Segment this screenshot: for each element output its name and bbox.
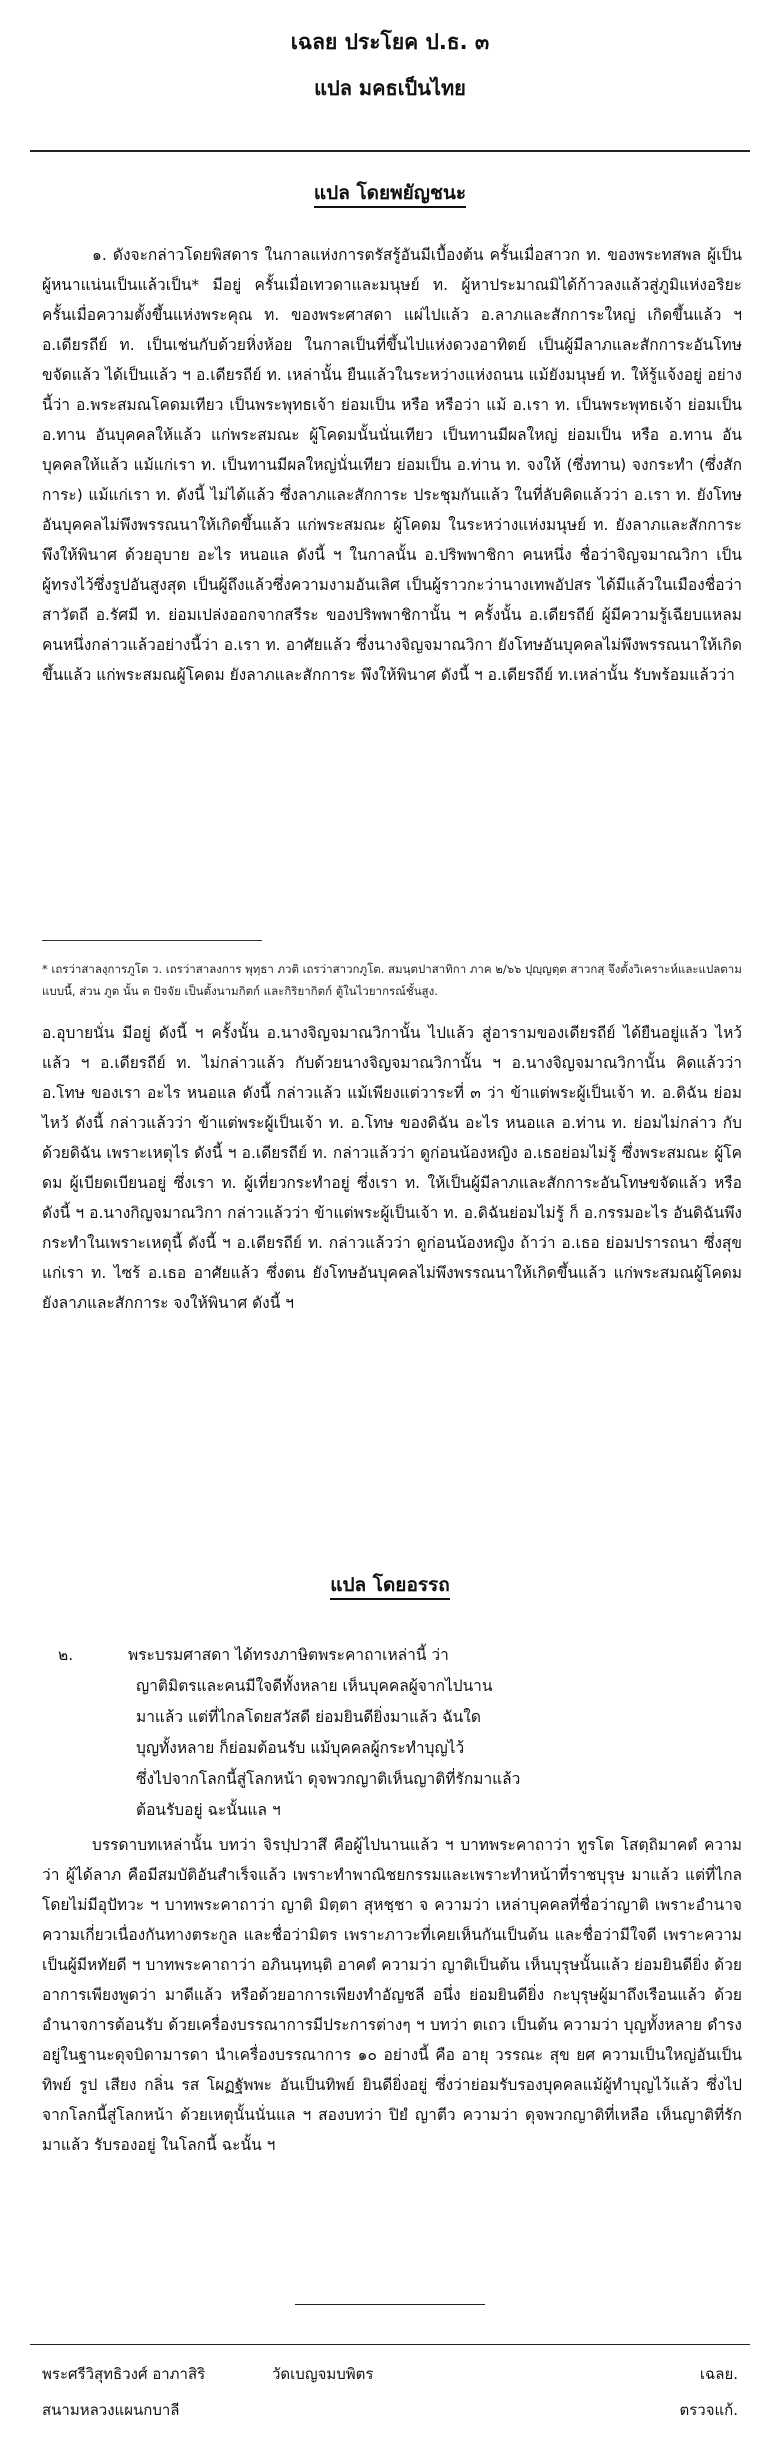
top-divider [30,150,750,152]
verse-line: มาแล้ว แต่ที่ไกลโดยสวัสดี ย่อมยินดียิ่งมาแล้ว ฉันใด [136,1708,481,1726]
paragraph-literal-1: ๑. ดังจะกล่าวโดยพิสดาร ในกาลแห่งการตรัสรู้อันมีเบื้องต้น ครั้นเมื่อสาวก ท. ของพระทสพล ผู้เป็นผู้หนาแน่นเป็นแล้วเป็น* มีอยู่ ครั้นเมื่อเทวดาและมนุษย์ ท. ผู้หาประมาณมิได้ก้าวลงแล้วสู่ภูมิแห่งอริยะ ครั้นเมื่อความตั้งขึ้นแห่งพระคุณ ท. ของพระศาสดา แผ่ไปแล้ว อ.ลาภและสักการะใหญ่ เกิดขึ้นแล้ว ฯ อ.เดียรถีย์ ท. เป็นเช่นกับด้วยหิ่งห้อย ในกาลเป็นที่ขึ้นไปแห่งดวงอาทิตย์ เป็นผู้มีลาภและสักการะอันโทษขจัดแล้ว ได้เป็นแล้ว ฯ อ.เดียรถีย์ ท. เหล่านั้น ยืนแล้วในระหว่างแห่งถนน แม้ยังมนุษย์ ท. ให้รู้แจ้งอยู่ อย่างนี้ว่า อ.พระสมณโคดมเทียว เป็นพระพุทธเจ้า ย่อมเป็น หรือ หรือว่า แม้ อ.เรา ท. เป็นพระพุทธเจ้า ย่อมเป็น อ.ทาน อันบุคคลให้แล้ว แก่พระสมณะ ผู้โคดมนั้นนั่นเทียว เป็นทานมีผลใหญ่ ย่อมเป็น หรือ อ.ทาน อันบุคคลให้แล้ว แม้แก่เรา ท. เป็นทานมีผลใหญ่นั่นเทียว ย่อมเป็น อ.ท่าน ท. จงให้ (ซึ่งทาน) จงกระทำ (ซึ่งสักการะ) แม้แก่เรา ท. ดังนี้ ไม่ได้แล้ว ซึ่งลาภและสักการะ ประชุมกันแล้ว ในที่ลับคิดแล้วว่า อ.เรา ท. ยังโทษอันบุคคลไม่พึงพรรณนาให้เกิดขึ้นแล้ว แก่พระสมณะ ผู้โคดม ในระหว่างแห่งมนุษย์ ท. ยังลาภและสักการะ พึงให้พินาศ ด้วยอุบาย อะไร หนอแล ดังนี้ ฯ ในกาลนั้น อ.ปริพพาชิกา คนหนึ่ง ชื่อว่าจิญจมาณวิกา เป็นผู้ทรงไว้ซึ่งรูปอันสูงสุด เป็นผู้ถึงแล้วซึ่งความงามอันเลิศ เป็นผู้ราวกะว่านางเทพอัปสร ได้มีแล้วในเมืองชื่อว่าสาวัตถี อ.รัศมี ท. ย่อมเปล่งออกจากสรีระ ของปริพพาชิกานั้น ฯ ครั้งนั้น อ.เดียรถีย์ ผู้มีความรู้เฉียบแหลมคนหนึ่งกล่าวแล้วอย่างนี้ว่า อ.เรา ท. อาศัยแล้ว ซึ่งนางจิญจมาณวิกา ยังโทษอันบุคคลไม่พึงพรรณนาให้เกิดขึ้นแล้ว แก่พระสมณผู้โคดม ยังลาภและสักการะ พึงให้พินาศ ดังนี้ ฯ อ.เดียรถีย์ ท.เหล่านั้น รับพร้อมแล้วว่า [42,246,742,684]
verse-line: บุญทั้งหลาย ก็ย่อมต้อนรับ แม้บุคคลผู้กระทำบุญไว้ [136,1739,465,1757]
verse-line: ญาติมิตรและคนมีใจดีทั้งหลาย เห็นบุคคลผู้จากไปนาน [136,1677,493,1695]
footer-role-review: ตรวจแก้. [679,2401,738,2419]
section-heading-free-text: แปล โดยอรรถ [330,1574,450,1600]
footnote: * เถรว่าสาลงฺการภูโต ว. เถรว่าสาลงการ พุทฺธา ภวติ เถรว่าสาวกภูโต. สมนฺตปาสาทิกา ภาค ๒/๖๖ ปุญฺญตฺต สาวกสฺ จึงตั้งวิเคราะห์และแปลตามแบบนี้, ส่วน ภูต นั้น ต ปัจจัย เป็นตั้งนามกิตก์ และกิริยากิตก์ ตู้ในไวยากรณ์ชั้นสูง. [42,962,742,998]
end-divider [295,2304,485,2305]
verse-block [128,1640,688,1826]
verse-line: ต้อนรับอยู่ ฉะนั้นแล ฯ [136,1801,281,1819]
verse-number: ๒. [58,1646,74,1664]
footer-author: พระศรีวิสุทธิวงศ์ อาภาสิริ [42,2365,206,2383]
page-subtitle: แปล มคธเป็นไทย [314,76,466,100]
paragraph-literal-2: อ.อุบายนั่น มีอยู่ ดังนี้ ฯ ครั้งนั้น อ.นางจิญจมาณวิกานั้น ไปแล้ว สู่อารามของเดียรถีย์ ได้ยืนอยู่แล้ว ไหว้แล้ว ฯ อ.เดียรถีย์ ท. ไม่กล่าวแล้ว กับด้วยนางจิญจมาณวิกานั้น ฯ อ.นางจิญจมาณวิกานั้น คิดแล้วว่า อ.โทษ ของเรา อะไร หนอแล ดังนี้ กล่าวแล้ว แม้เพียงแต่วาระที่ ๓ ว่า ข้าแต่พระผู้เป็นเจ้า ท. อ.ดิฉัน ย่อมไหว้ ดังนี้ กล่าวแล้วว่า ข้าแต่พระผู้เป็นเจ้า ท. อ.โทษ ของดิฉัน อะไร หนอแล อ.ท่าน ท. ย่อมไม่กล่าว กับ ด้วยดิฉัน เพราะเหตุไร ดังนี้ ฯ อ.เดียรถีย์ ท. กล่าวแล้วว่า ดูก่อนน้องหญิง อ.เธอย่อมไม่รู้ ซึ่งพระสมณะ ผู้โคดม ผู้เบียดเบียนอยู่ ซึ่งเรา ท. ผู้เที่ยวกระทำอยู่ ซึ่งเรา ท. ให้เป็นผู้มีลาภและสักการะอันโทษขจัดแล้ว หรือ ดังนี้ ฯ อ.นางกิญจมาณวิกา กล่าวแล้วว่า ข้าแต่พระผู้เป็นเจ้า ท. อ.ดิฉันย่อมไม่รู้ ก็ อ.กรรมอะไร อันดิฉันพึงกระทำในเพราะเหตุนี้ ดังนี้ ฯ อ.เดียรถีย์ ท. กล่าวแล้วว่า ดูก่อนน้องหญิง ถ้าว่า อ.เธอ ย่อมปรารถนา ซึ่งสุข แก่เรา ท. ไซร้ อ.เธอ อาศัยแล้ว ซึ่งตน ยังโทษอันบุคคลไม่พึงพรรณนาให้เกิดขึ้นแล้ว แก่พระสมณผู้โคดม ยังลาภและสักการะ จงให้พินาศ ดังนี้ ฯ [42,1024,742,1312]
section-heading-literal [0,178,780,208]
footer-role-answer: เฉลย. [699,2365,738,2383]
verse-line: ซึ่งไปจากโลกนี้สู่โลกหน้า ดุจพวกญาติเห็นญาติที่รักมาแล้ว [136,1770,521,1788]
page-title: เฉลย ประโยค ป.ธ. ๓ [290,30,490,54]
section-heading-literal-text: แปล โดยพยัญชนะ [314,182,466,208]
footer-office: สนามหลวงแผนกบาลี [42,2401,180,2419]
section-heading-free [0,1570,780,1600]
footer-divider [30,2344,750,2345]
footnote-divider [42,940,262,941]
verse-line: พระบรมศาสดา ได้ทรงภาษิตพระคาถาเหล่านี้ ว่า [128,1646,449,1664]
footer-temple: วัดเบญจมบพิตร [272,2365,374,2383]
paragraph-explanation: บรรดาบทเหล่านั้น บทว่า จิรปฺปวาสึ คือผู้ไปนานแล้ว ฯ บาทพระคาถาว่า ทูรโต โสตฺถิมาคตํ ความว่า ผู้ได้ลาภ คือมีสมบัติอันสำเร็จแล้ว เพราะทำพาณิชยกรรมและเพราะทำหน้าที่ราชบุรุษ มาแล้ว แต่ที่ไกล โดยไม่มีอุปัทวะ ฯ บาทพระคาถาว่า ญาติ มิตฺตา สุหชฺชา จ ความว่า เหล่าบุคคลที่ชื่อว่าญาติ เพราะอำนาจความเกี่ยวเนื่องกันทางตระกูล และชื่อว่ามิตร เพราะภาวะที่เคยเห็นกันเป็นต้น และชื่อว่ามีใจดี เพราะความเป็นผู้มีหทัยดี ฯ บาทพระคาถาว่า อภินนฺทนฺติ อาคตํ ความว่า ญาติเป็นต้น เห็นบุรุษนั้นแล้ว ย่อมยินดียิ่ง ด้วยอาการเพียงพูดว่า มาดีแล้ว หรือด้วยอาการเพียงทำอัญชลี อนึ่ง ย่อมยินดียิ่ง กะบุรุษผู้มาถึงเรือนแล้ว ด้วยอำนาจการต้อนรับ ด้วยเครื่องบรรณาการมีประการต่างๆ ฯ บทว่า ตเถว เป็นต้น ความว่า บุญทั้งหลาย ดำรงอยู่ในฐานะดุจบิดามารดา นำเครื่องบรรณาการ ๑๐ อย่างนี้ คือ อายุ วรรณะ สุข ยศ ความเป็นใหญ่อันเป็นทิพย์ รูป เสียง กลิ่น รส โผฏฐัพพะ อันเป็นทิพย์ ยินดียิ่งอยู่ ซึ่งว่าย่อมรับรองบุคคลแม้ผู้ทำบุญไว้แล้ว ซึ่งไปจากโลกนี้สู่โลกหน้า ด้วยเหตุนั้นนั่นแล ฯ สองบทว่า ปิยํ ญาตีว ความว่า ดุจพวกญาติที่เหลือ เห็นญาติที่รักมาแล้ว รับรองอยู่ ในโลกนี้ ฉะนั้น ฯ [42,1836,742,2154]
